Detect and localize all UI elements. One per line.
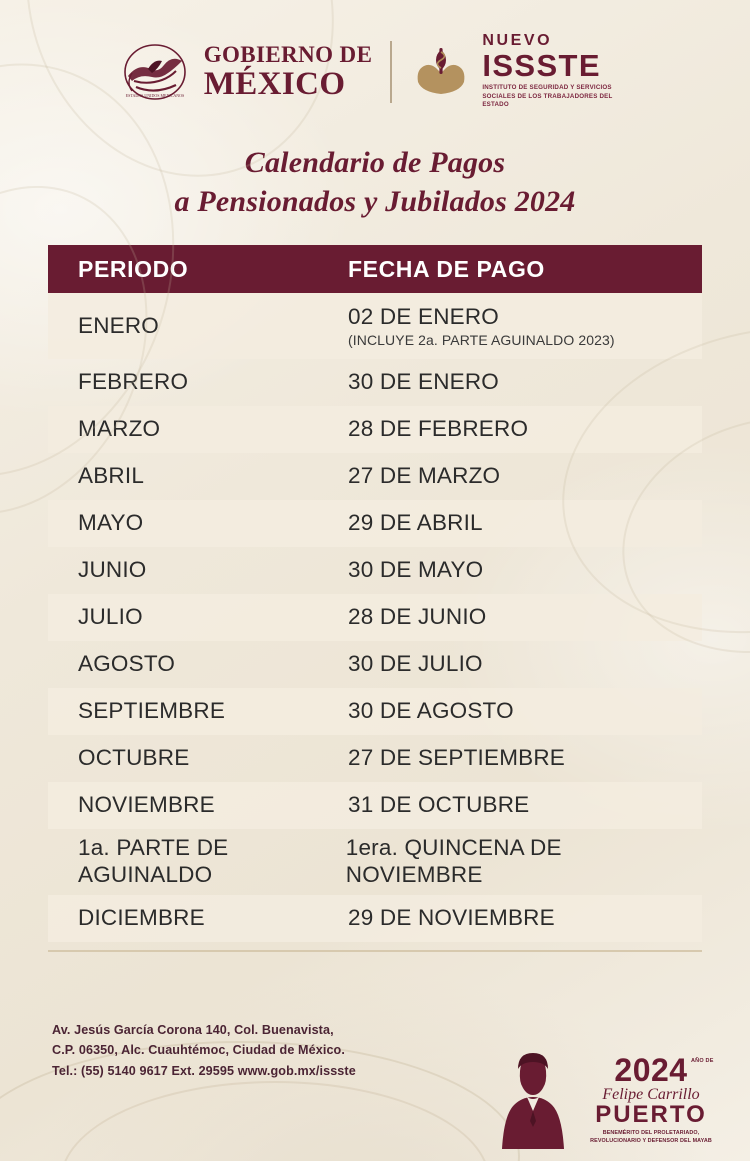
cell-fecha: 30 DE MAYO — [348, 557, 484, 583]
column-header-fecha: FECHA DE PAGO — [348, 255, 545, 282]
cell-fecha: 31 DE OCTUBRE — [348, 792, 530, 818]
issste-hands-icon — [410, 42, 472, 100]
table-row — [48, 594, 702, 641]
cell-periodo: DICIEMBRE — [78, 905, 205, 931]
cell-fecha: 27 DE MARZO — [348, 463, 501, 489]
cell-periodo: OCTUBRE — [78, 745, 190, 771]
contact-address — [52, 1020, 356, 1081]
cell-fecha-text: 02 DE ENERO — [348, 303, 499, 329]
table-row — [48, 782, 702, 829]
cell-fecha: 30 DE JULIO — [348, 651, 483, 677]
cell-periodo: ENERO — [78, 312, 160, 338]
svg-text:ESTADOS UNIDOS MEXICANOS: ESTADOS UNIDOS MEXICANOS — [125, 92, 184, 98]
table-row — [48, 359, 702, 406]
commemoration-logo — [494, 1037, 724, 1149]
table-row — [48, 641, 702, 688]
cell-fecha — [348, 304, 615, 348]
cell-fecha: 1era. QUINCENA DE NOVIEMBRE — [345, 835, 562, 887]
cell-periodo: 1a. PARTE DE AGUINALDO — [78, 835, 229, 887]
commemoration-surname: PUERTO — [595, 1100, 707, 1128]
cell-periodo: ABRIL — [78, 463, 145, 489]
issste-logo-block — [410, 33, 632, 109]
cell-periodo: AGOSTO — [78, 651, 176, 677]
commemoration-year — [614, 1051, 714, 1088]
cell-periodo: JUNIO — [78, 557, 147, 583]
gobierno-de-mexico-logo — [118, 43, 373, 101]
issste-name-label: ISSSTE — [482, 48, 601, 84]
cell-fecha: 30 DE ENERO — [348, 369, 499, 395]
cell-periodo: FEBRERO — [78, 369, 189, 395]
address-line-2: C.P. 06350, Alc. Cuauhtémoc, Ciudad de México. — [52, 1043, 345, 1058]
cell-fecha-note: (INCLUYE 2a. PARTE AGUINALDO 2023) — [348, 331, 615, 348]
column-header-periodo: PERIODO — [78, 255, 189, 282]
cell-fecha: 29 DE ABRIL — [348, 510, 483, 536]
cell-periodo: MAYO — [78, 510, 144, 536]
cell-fecha: 28 DE FEBRERO — [348, 416, 529, 442]
commemoration-subtitle: BENEMÉRITO DEL PROLETARIADO, REVOLUCIONARIO Y DEFENSOR DEL MAYAB — [590, 1129, 712, 1144]
issste-wordmark — [482, 33, 632, 109]
table-row — [48, 895, 702, 942]
issste-nuevo-label: NUEVO — [482, 32, 553, 50]
table-row — [48, 735, 702, 782]
address-line-1: Av. Jesús García Corona 140, Col. Buenavista, — [52, 1023, 334, 1037]
cell-fecha: 29 DE NOVIEMBRE — [348, 905, 555, 931]
cell-periodo: NOVIEMBRE — [78, 792, 215, 818]
page-title-line2: a Pensionados y Jubilados 2024 — [174, 185, 576, 218]
header-divider — [390, 41, 392, 103]
felipe-carrillo-puerto-portrait — [494, 1041, 572, 1149]
cell-fecha: 27 DE SEPTIEMBRE — [348, 745, 566, 771]
cell-fecha: 30 DE AGOSTO — [348, 698, 514, 724]
gobierno-line2: MÉXICO — [203, 65, 346, 102]
commemoration-name: Felipe Carrillo — [602, 1085, 700, 1103]
issste-legend: INSTITUTO DE SEGURIDAD Y SERVICIOS SOCIALES DE LOS TRABAJADORES DEL ESTADO — [482, 84, 613, 109]
cell-fecha: 28 DE JUNIO — [348, 604, 487, 630]
table-row — [48, 688, 702, 735]
document-footer — [0, 1006, 750, 1161]
cell-periodo: JULIO — [78, 604, 143, 630]
gobierno-wordmark — [204, 43, 373, 101]
table-bottom-rule — [48, 950, 702, 952]
gobierno-line1: GOBIERNO DE — [203, 41, 373, 67]
cell-periodo: SEPTIEMBRE — [78, 698, 226, 724]
mexican-coat-of-arms-icon — [118, 43, 192, 101]
commemoration-year-label: 2024 — [614, 1051, 688, 1088]
page-title-line1: Calendario de Pagos — [244, 146, 506, 179]
cell-periodo: MARZO — [78, 416, 161, 442]
commemoration-anode-label: AÑO DE — [691, 1057, 714, 1064]
document-header — [0, 0, 750, 110]
table-row — [48, 829, 702, 895]
address-line-3: Tel.: (55) 5140 9617 Ext. 29595 www.gob.mx/issste — [52, 1063, 356, 1078]
commemoration-text — [578, 1051, 724, 1145]
